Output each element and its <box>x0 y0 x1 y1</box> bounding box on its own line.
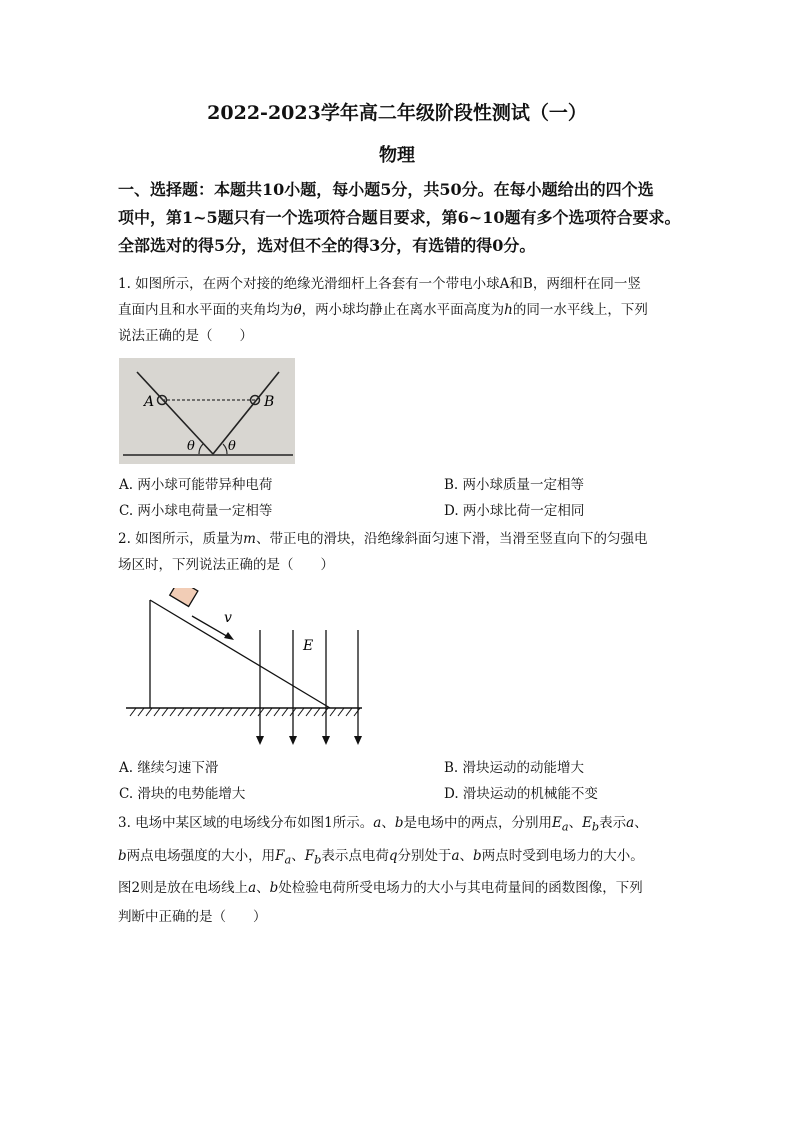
section-line-3: 全部选对的得5分，选对但不全的得3分，有选错的得0分。 <box>118 236 536 255</box>
q2-option-b[interactable]: B. 滑块运动的动能增大 <box>444 760 585 776</box>
velocity-arrowhead <box>224 632 234 640</box>
q1-text: ，两小球均静止在离水平面高度为 <box>301 302 505 318</box>
q3-line-3 <box>118 874 684 903</box>
theta-symbol: θ <box>293 302 302 318</box>
section-instructions <box>118 176 684 260</box>
a-symbol: a <box>451 847 460 864</box>
q2-line-1 <box>118 526 684 552</box>
q2-option-c[interactable]: C. 滑块的电势能增大 <box>119 786 246 802</box>
incline-slope <box>150 600 330 708</box>
q1-option-c[interactable]: C. 两小球电荷量一定相等 <box>119 503 273 519</box>
q3-text: 、 <box>291 847 305 864</box>
q3-line-2 <box>118 842 684 875</box>
q2-figure <box>122 588 372 748</box>
section-line-1: 一、选择题：本题共10小题，每小题5分，共50分。在每小题给出的四个选 <box>118 180 654 199</box>
exam-title: 2022-2023学年高二年级阶段性测试（一） <box>207 102 587 124</box>
label-b: B <box>264 394 275 410</box>
q3-text: 处检验电荷所受电场力的大小与其电荷量间的函数图像，下列 <box>278 880 643 897</box>
q2-text: 2. 如图所示，质量为 <box>118 531 244 547</box>
q-symbol: q <box>388 847 398 864</box>
q3-text: 、 <box>256 880 270 897</box>
q3-text: 是电场中的两点，分别用 <box>403 815 552 831</box>
a-symbol: a <box>248 880 257 897</box>
q3-text: 3. 电场中某区域的电场线分布如图1所示。 <box>118 815 374 831</box>
label-a: A <box>144 394 155 410</box>
subject-title: 物理 <box>379 145 415 166</box>
angle-right-label: θ <box>228 439 236 454</box>
b-symbol: b <box>394 815 404 831</box>
q3-line-1 <box>118 809 684 842</box>
field-label: E <box>303 638 314 654</box>
field-arrowheads <box>256 736 362 745</box>
b-symbol: b <box>269 880 279 897</box>
q3-text: 表示点电荷 <box>321 847 389 864</box>
q1-option-b[interactable]: B. 两小球质量一定相等 <box>444 477 585 493</box>
q3-text: 表示 <box>599 815 627 831</box>
q3-line-4: 判断中正确的是（ ） <box>118 909 267 926</box>
ea-symbol: $E_a$ <box>551 815 569 834</box>
angle-left-label: θ <box>187 439 195 454</box>
q1-figure <box>119 358 295 464</box>
velocity-label: v <box>224 610 232 626</box>
q2-option-d[interactable]: D. 滑块运动的机械能不变 <box>444 786 598 802</box>
q1-line-1: 1. 如图所示，在两个对接的绝缘光滑细杆上各套有一个带电小球A和B，两细杆在同一竖 <box>118 276 641 292</box>
q3-text: 、 <box>568 815 583 831</box>
q3-text: 、 <box>634 815 648 831</box>
a-symbol: a <box>626 815 635 831</box>
eb-symbol: $E_b$ <box>582 815 600 834</box>
h-symbol: h <box>504 302 513 318</box>
incline-diagram <box>122 588 372 748</box>
b-symbol: b <box>473 847 482 864</box>
slider-block <box>170 588 198 606</box>
q1-option-d[interactable]: D. 两小球比荷一定相同 <box>444 503 585 519</box>
q3-text: 两点时受到电场力的大小。 <box>481 847 644 864</box>
a-symbol: a <box>373 815 382 831</box>
fb-symbol: $F_b$ <box>304 847 322 867</box>
q1-text: 直面内且和水平面的夹角均为 <box>118 302 294 318</box>
q1-line-2 <box>118 297 684 323</box>
q3-text: 、 <box>381 815 395 831</box>
q1-line-3: 说法正确的是（ ） <box>118 328 253 344</box>
q1-option-a[interactable]: A. 两小球可能带异种电荷 <box>119 477 273 493</box>
m-symbol: m <box>243 531 256 547</box>
q2-line-2: 场区时，下列说法正确的是（ ） <box>118 557 334 573</box>
q3-text: 、 <box>459 847 474 864</box>
question-2-stem <box>118 526 684 578</box>
section-line-2: 项中，第1~5题只有一个选项符合题目要求，第6~10题有多个选项符合要求。 <box>118 208 681 227</box>
q1-text: 的同一水平线上，下列 <box>512 302 648 318</box>
q2-option-a[interactable]: A. 继续匀速下滑 <box>119 760 219 776</box>
q3-text: 图2则是放在电场线上 <box>118 880 249 897</box>
q2-text: 、带正电的滑块，沿绝缘斜面匀速下滑，当滑至竖直向下的匀强电 <box>255 531 648 547</box>
q3-text: 两点电场强度的大小，用 <box>126 847 276 864</box>
question-1-stem <box>118 271 684 349</box>
question-3-stem <box>118 809 684 932</box>
b-symbol: b <box>118 847 127 864</box>
rods-diagram <box>119 358 295 464</box>
q3-text: 分别处于 <box>397 847 452 864</box>
fa-symbol: $F_a$ <box>275 847 292 867</box>
